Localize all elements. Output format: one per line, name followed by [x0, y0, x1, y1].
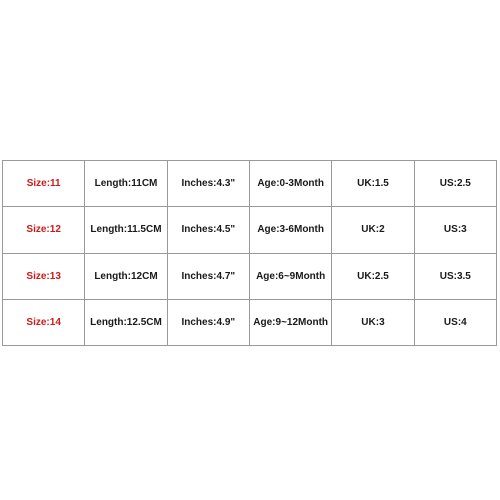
size-cell: Size:12 [3, 207, 85, 253]
inches-cell: Inches:4.9" [167, 299, 249, 345]
length-cell: Length:12CM [85, 253, 167, 299]
uk-size-cell: UK:2.5 [332, 253, 414, 299]
table-row [3, 299, 497, 345]
table-row [3, 207, 497, 253]
uk-size-cell: UK:2 [332, 207, 414, 253]
age-cell: Age:9~12Month [249, 299, 331, 345]
inches-cell: Inches:4.7" [167, 253, 249, 299]
table-row [3, 253, 497, 299]
size-cell: Size:13 [3, 253, 85, 299]
us-size-cell: US:4 [414, 299, 496, 345]
uk-size-cell: UK:1.5 [332, 161, 414, 207]
age-cell: Age:0-3Month [249, 161, 331, 207]
age-cell: Age:6~9Month [249, 253, 331, 299]
table-row [3, 161, 497, 207]
uk-size-cell: UK:3 [332, 299, 414, 345]
age-cell: Age:3-6Month [249, 207, 331, 253]
us-size-cell: US:3.5 [414, 253, 496, 299]
length-cell: Length:11CM [85, 161, 167, 207]
length-cell: Length:12.5CM [85, 299, 167, 345]
inches-cell: Inches:4.3" [167, 161, 249, 207]
inches-cell: Inches:4.5" [167, 207, 249, 253]
length-cell: Length:11.5CM [85, 207, 167, 253]
size-chart-table [2, 160, 497, 346]
us-size-cell: US:3 [414, 207, 496, 253]
size-cell: Size:11 [3, 161, 85, 207]
size-cell: Size:14 [3, 299, 85, 345]
us-size-cell: US:2.5 [414, 161, 496, 207]
